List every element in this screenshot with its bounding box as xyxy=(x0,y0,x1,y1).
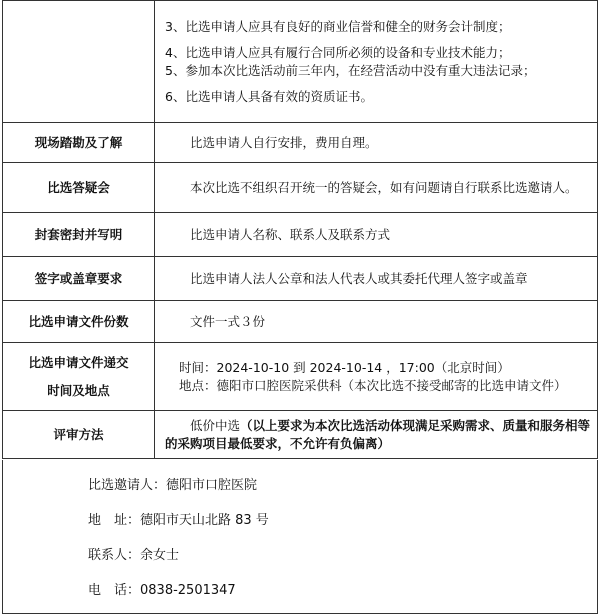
requirement-item-6: 6、比选申请人具备有效的资质证书。 xyxy=(165,88,373,104)
requirements-list xyxy=(155,1,598,123)
requirement-item-5: 5、参加本次比选活动前三年内，在经营活动中没有重大违法记录； xyxy=(165,62,536,78)
requirement-item-3: 3、比选申请人应具有良好的商业信誉和健全的财务会计制度； xyxy=(165,18,511,34)
contact-phone: 电 话：0838-2501347 xyxy=(88,583,236,598)
frame-left-border xyxy=(2,460,3,614)
requirement-item-4: 4、比选申请人应具有履行合同所必须的设备和专业技术能力； xyxy=(165,44,511,60)
copies-label: 比选申请文件份数 xyxy=(3,301,155,343)
submission-label xyxy=(3,343,155,411)
evaluation-value xyxy=(155,411,598,459)
evaluation-note: （以上要求为本次比选活动体现满足采购需求、质量和服务相等的采购项目最低要求，不允许有负偏离） xyxy=(165,417,591,451)
signature-value: 比选申请人法人公章和法人代表人或其委托代理人签字或盖章 xyxy=(155,257,598,301)
site-visit-label: 现场踏勘及了解 xyxy=(3,123,155,163)
site-visit-value: 比选申请人自行安排，费用自理。 xyxy=(155,123,598,163)
contact-inviter: 比选邀请人：德阳市口腔医院 xyxy=(88,478,258,493)
submission-label-line1: 比选申请文件递交 xyxy=(28,354,129,370)
qa-value: 本次比选不组织召开统一的答疑会，如有问题请自行联系比选邀请人。 xyxy=(155,163,598,213)
submission-label-line2: 时间及地点 xyxy=(47,382,110,398)
contact-block xyxy=(88,476,269,616)
contact-address: 地 址：德阳市天山北路 83 号 xyxy=(88,513,269,528)
seal-row xyxy=(3,213,598,257)
signature-label: 签字或盖章要求 xyxy=(3,257,155,301)
qa-row xyxy=(3,163,598,213)
copies-row xyxy=(3,301,598,343)
submission-time: 时间：2024-10-10 到 2024-10-14 ，17:00（北京时间） xyxy=(179,359,510,375)
submission-place: 地点：德阳市口腔医院采供科（本次比选不接受邮寄的比选申请文件） xyxy=(179,377,567,393)
info-table xyxy=(2,0,598,459)
seal-value: 比选申请人名称、联系人及联系方式 xyxy=(155,213,598,257)
evaluation-label: 评审方法 xyxy=(3,411,155,459)
submission-value xyxy=(155,343,598,411)
contact-person: 联系人：余女士 xyxy=(88,548,180,563)
qa-label: 比选答疑会 xyxy=(3,163,155,213)
copies-value: 文件一式３份 xyxy=(155,301,598,343)
evaluation-row xyxy=(3,411,598,459)
seal-label: 封套密封并写明 xyxy=(3,213,155,257)
evaluation-prefix: 低价中选 xyxy=(190,417,241,433)
submission-row xyxy=(3,343,598,411)
site-visit-row xyxy=(3,123,598,163)
frame-right-border xyxy=(597,460,598,614)
requirements-row xyxy=(3,1,598,123)
signature-row xyxy=(3,257,598,301)
requirements-label xyxy=(3,1,155,123)
